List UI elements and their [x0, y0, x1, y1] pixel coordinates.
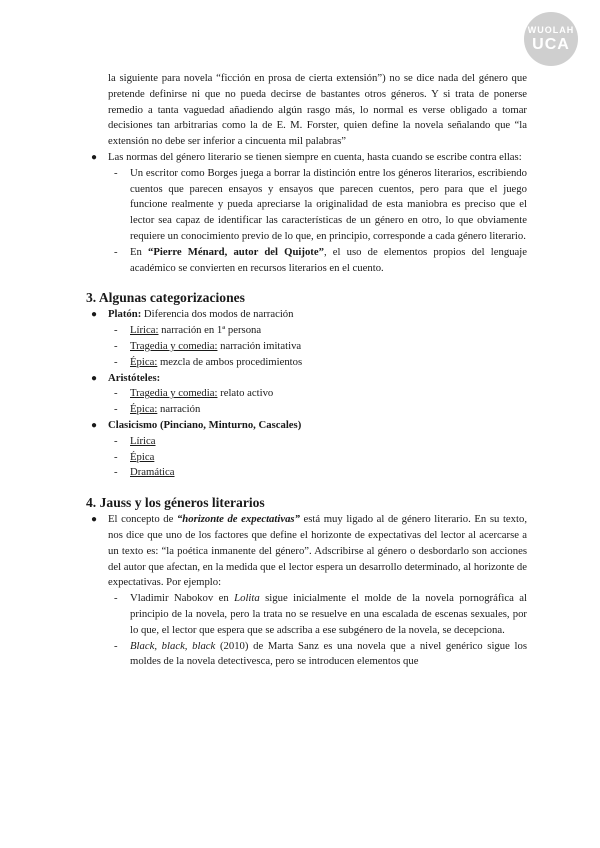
- dash-nabokov: [108, 591, 527, 638]
- bullet-icon: ●: [91, 514, 98, 526]
- list-item: [108, 323, 527, 339]
- bullet-norms: [86, 150, 527, 166]
- menard-rest: , el uso de elementos propios del lenguaje académico se convierten en recursos literarios en el cuento.: [130, 245, 527, 274]
- sanz-title: Black, black, black: [130, 639, 216, 652]
- list-item: [108, 355, 527, 371]
- dash-icon: -: [114, 592, 118, 605]
- logo-line-1: WUOLAH: [527, 24, 575, 35]
- item-label: Épica:: [130, 403, 158, 416]
- bullet-platon: [86, 307, 527, 323]
- horizonte-prefix: El concepto de: [108, 513, 177, 526]
- list-item: [108, 339, 527, 355]
- sanz-rest: (2010) de Marta Sanz es una novela que a nivel genérico sigue los moldes de la novela detectivesca, pero se introducen elementos que: [130, 639, 527, 668]
- bullet-icon: ●: [91, 151, 98, 163]
- item-label: Dramática: [130, 466, 175, 479]
- dash-icon: -: [114, 387, 118, 400]
- bullet-icon: ●: [91, 309, 98, 321]
- dash-icon: -: [114, 434, 118, 447]
- wuolah-logo: [524, 12, 578, 66]
- bullet-aristoteles: [86, 371, 527, 387]
- bullet-icon: ●: [91, 372, 98, 384]
- sanz-text: [130, 639, 527, 671]
- item-label: Tragedia y comedia:: [130, 339, 218, 352]
- dash-icon: -: [114, 245, 118, 258]
- bullet-horizonte: [86, 512, 527, 591]
- list-item: [108, 450, 527, 466]
- section-3-heading: 3. Algunas categorizaciones: [86, 290, 245, 306]
- dash-icon: -: [114, 339, 118, 352]
- intro-paragraph: la siguiente para novela “ficción en prosa de cierta extensión”) no se dice nada del género que pretende definirse ni que no pueda decirse de bastantes otros géneros. Y si trata de ponerse remedio a tanta vaguedad añadiendo algún rasgo más, lo normal es verse obligado a tomar decisiones tan arbitrarias como la de E. M. Forster, quien define la novela señalando que “la extensión no debe ser inferior a cincuenta mil palabras”: [108, 72, 527, 148]
- dash-borges: [108, 166, 527, 245]
- dash-borges-text: Un escritor como Borges juega a borrar la distinción entre los géneros literarios, escribiendo cuentos que parecen ensayos y ensayos que parecen cuentos, pero para que el juego funcione realmente y pueda apreciarse la originalidad de esta maniobra es preciso que el lector sea capaz de identificar las características de un género en otro, lo que obviamente requiere un conocimiento previo de lo que, en principio, corresponde a cada género literario.: [130, 166, 527, 242]
- aristoteles-name: Aristóteles:: [108, 371, 161, 384]
- bullet-icon: ●: [91, 419, 98, 431]
- dash-icon: -: [114, 466, 118, 479]
- list-item: [108, 434, 527, 450]
- bullet-norms-text: Las normas del género literario se tienen siempre en cuenta, hasta cuando se escribe contra ellas:: [108, 150, 522, 163]
- dash-icon: -: [114, 450, 118, 463]
- item-text: narración: [157, 403, 201, 416]
- list-item: [108, 402, 527, 418]
- dash-menard-text: [130, 245, 527, 277]
- platon-name: Platón:: [108, 308, 142, 321]
- nabokov-prefix: Vladimir Nabokov en: [130, 592, 235, 605]
- item-label: Épica:: [130, 355, 158, 368]
- item-label: Lírica:: [130, 324, 159, 337]
- platon-desc: Diferencia dos modos de narración: [141, 308, 294, 321]
- document-page: [86, 71, 527, 670]
- dash-icon: -: [114, 403, 118, 416]
- dash-menard: [108, 245, 527, 277]
- dash-icon: -: [114, 324, 118, 337]
- section-4-heading: 4. Jauss y los géneros literarios: [86, 495, 265, 511]
- logo-line-2: UCA: [532, 35, 570, 53]
- list-item: [108, 465, 527, 481]
- clasicismo-name: Clasicismo (Pinciano, Minturno, Cascales): [108, 418, 302, 431]
- list-item: [108, 386, 527, 402]
- item-label: Épica: [130, 450, 155, 463]
- nabokov-rest: sigue inicialmente el molde de la novela pornográfica al principio de la novela, pero la trata no se resuelve en una escalada de escenas sexuales, por lo que, el lector que espera que se adscriba a ese subgénero de la novela, se decepciona.: [130, 592, 527, 636]
- dash-icon: -: [114, 166, 118, 179]
- menard-prefix: En: [130, 245, 149, 258]
- item-label: Tragedia y comedia:: [130, 387, 218, 400]
- item-label: Lírica: [130, 434, 156, 447]
- horizonte-text: [108, 512, 527, 591]
- item-text: narración en 1ª persona: [158, 324, 262, 337]
- dash-icon: -: [114, 639, 118, 652]
- dash-sanz: [108, 639, 527, 671]
- item-text: narración imitativa: [217, 339, 302, 352]
- horizonte-term: “horizonte de expectativas”: [176, 513, 300, 526]
- nabokov-text: [130, 591, 527, 638]
- horizonte-rest: está muy ligado al de género literario. En su texto, nos dice que uno de los factores que define el horizonte de expectativas del lector al acercarse a un texto es: “la poética inmanente del género”. Adscribirse al género o desbordarlo son acciones del autor que afectan, en la medida que el lector espera un desarrollo determinado, al horizonte de expectativas. Por ejemplo:: [108, 513, 527, 589]
- nabokov-title: Lolita: [234, 592, 260, 605]
- menard-title: “Pierre Ménard, autor del Quijote”: [148, 245, 324, 258]
- bullet-clasicismo: [86, 418, 527, 434]
- dash-icon: -: [114, 355, 118, 368]
- item-text: relato activo: [217, 387, 274, 400]
- item-text: mezcla de ambos procedimientos: [157, 355, 303, 368]
- platon-line: [108, 307, 527, 323]
